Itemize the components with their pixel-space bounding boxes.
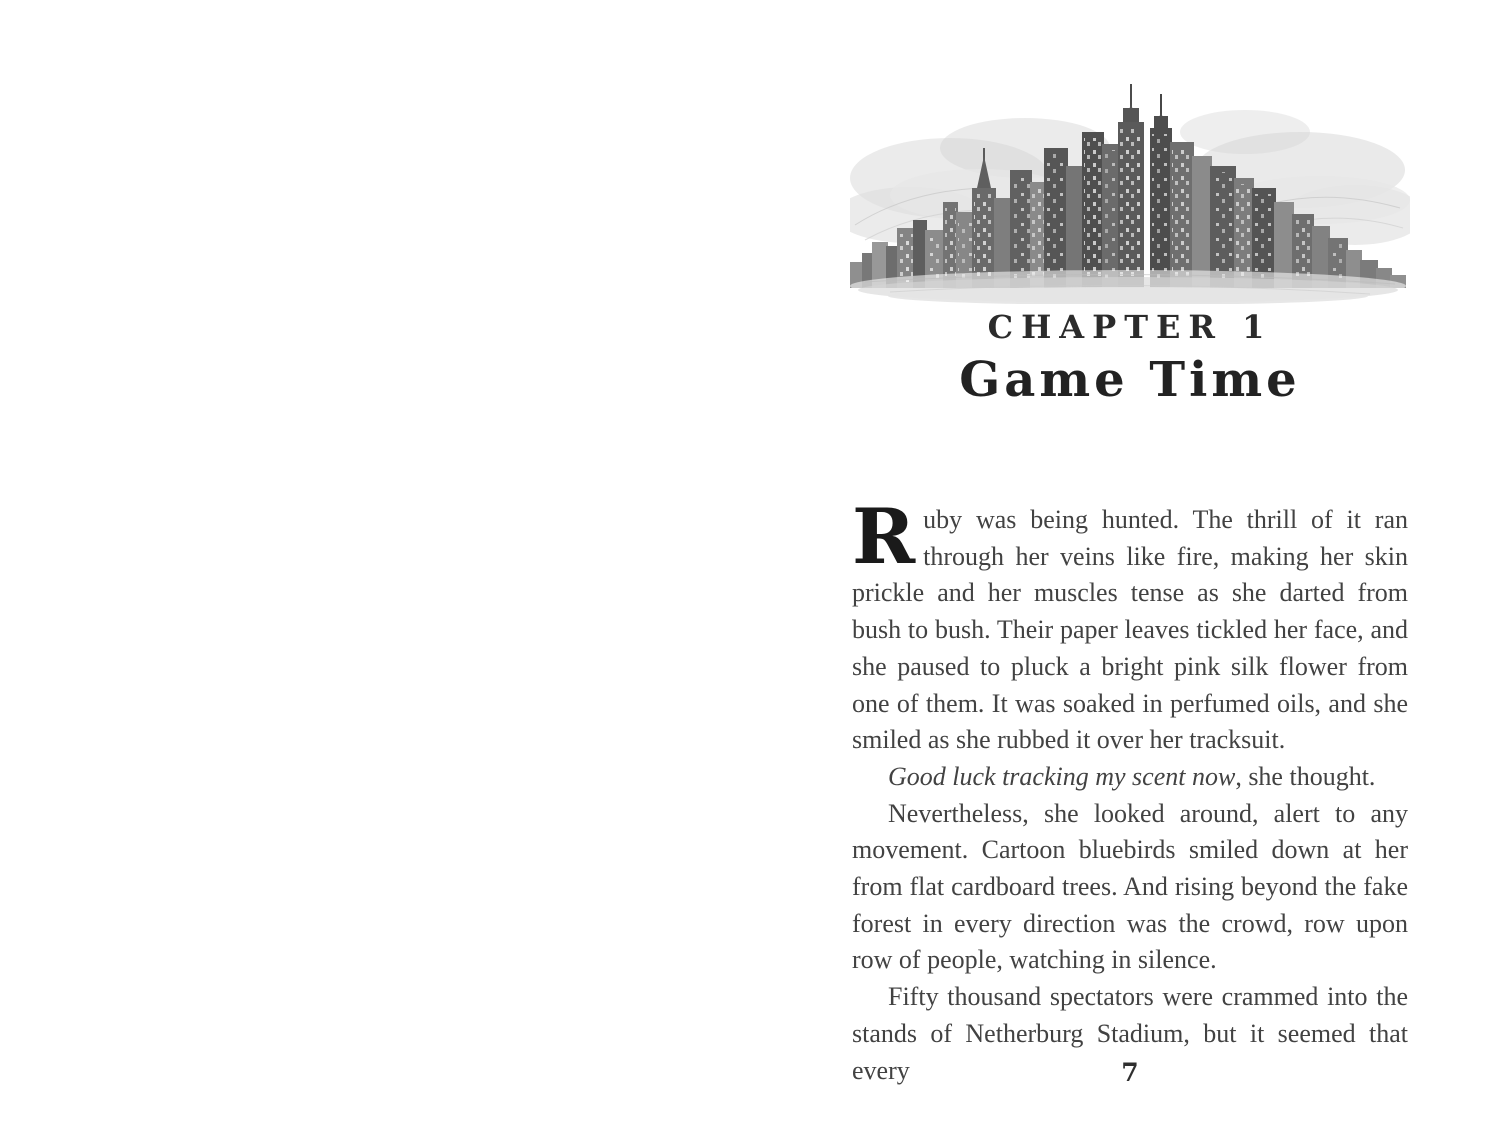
chapter-body-text [852, 492, 1408, 1089]
text-column [852, 0, 1408, 1143]
city-skyline-illustration [850, 70, 1410, 304]
italic-thought-text: Good luck tracking my scent now [888, 761, 1236, 791]
chapter-number-label: CHAPTER 1 [987, 308, 1273, 346]
right-page [750, 0, 1500, 1143]
paragraph-4: Fifty thousand spectators were crammed into the stands of Netherburg Stadium, but it seemed that every [852, 982, 1408, 1085]
paragraph-3: Nevertheless, she looked around, alert to any movement. Cartoon bluebirds smiled down at her from flat cardboard trees. And rising beyond the fake forest in every direction was the crowd, row upon row of people, watching in silence. [852, 798, 1408, 975]
paragraph-2-text: , she thought. [1235, 761, 1376, 791]
drop-cap-letter: R [852, 492, 916, 581]
page-number: 7 [1121, 1058, 1139, 1087]
paragraph-1 [852, 492, 1408, 759]
paragraph-2 [852, 759, 1408, 796]
chapter-title: Game Time [959, 352, 1301, 408]
city-skyline-icon [850, 70, 1410, 304]
paragraph-1-text: uby was being hunted. The thrill of it ran through her veins like fire, making her skin prickle and her muscles tense as she darted from bush to bush. Their paper leaves tickled her face, and she paused to pluck a bright pink silk flower from one of them. It was soaked in perfumed oils, and she smiled as she rubbed it over her tracksuit. [852, 505, 1408, 755]
